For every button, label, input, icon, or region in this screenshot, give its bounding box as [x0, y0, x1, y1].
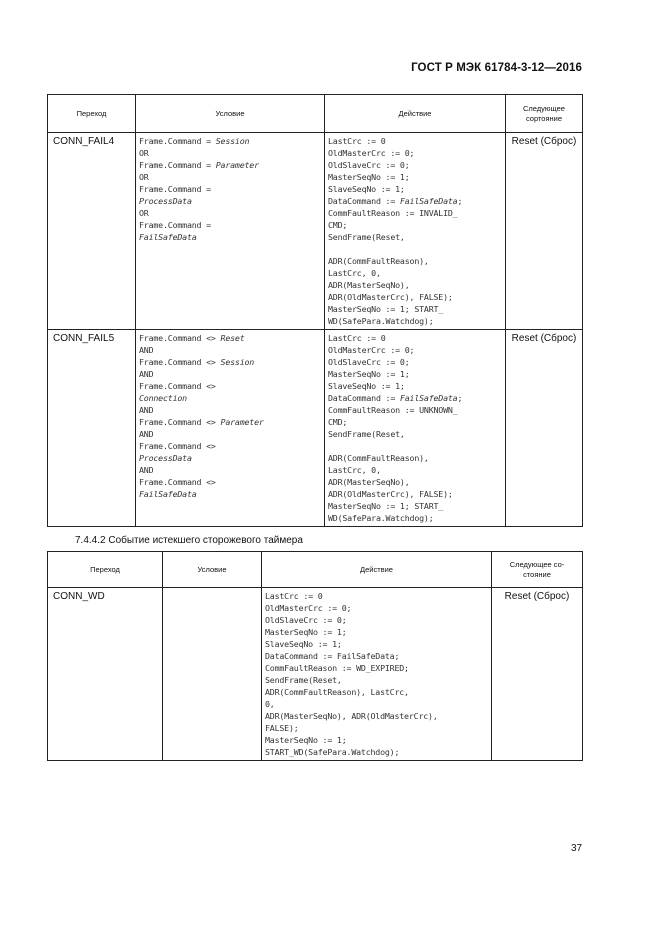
code-text: MasterSeqNo := 1;	[328, 172, 410, 182]
code-line	[139, 147, 321, 159]
code-text: ADR(OldMasterCrc), FALSE);	[328, 292, 453, 302]
code-text: ProcessData	[139, 453, 192, 463]
code-text: OldSlaveCrc := 0;	[265, 615, 347, 625]
code-text: LastCrc := 0	[328, 136, 386, 146]
column-header: Переход	[48, 552, 163, 588]
code-line	[328, 135, 502, 147]
code-line	[328, 428, 502, 440]
code-text: Connection	[139, 393, 187, 403]
code-text: AND	[139, 405, 154, 415]
code-text: Parameter	[220, 417, 264, 427]
column-header: Следующее сортояние	[506, 95, 583, 133]
code-text: FailSafeData	[399, 196, 458, 206]
code-text: AND	[139, 345, 154, 355]
code-line	[265, 626, 488, 638]
code-text: Frame.Command =	[139, 220, 211, 230]
code-text: MasterSeqNo := 1; START_	[328, 501, 444, 511]
code-line	[265, 614, 488, 626]
code-text: Reset	[220, 333, 245, 343]
transition-name: CONN_FAIL5	[48, 330, 136, 527]
code-text: START_WD(SafePara.Watchdog);	[265, 747, 400, 757]
code-line	[139, 404, 321, 416]
code-line	[139, 332, 321, 344]
code-line	[139, 476, 321, 488]
code-line	[328, 183, 502, 195]
code-line	[139, 452, 321, 464]
code-text: AND	[139, 465, 154, 475]
code-text: FailSafeData	[139, 489, 197, 499]
code-line	[139, 171, 321, 183]
code-text: Frame.Command <>	[139, 381, 216, 391]
code-text: Frame.Command <>	[139, 441, 216, 451]
code-line	[328, 500, 502, 512]
code-line	[328, 488, 502, 500]
code-text: Frame.Command =	[139, 136, 216, 146]
code-line	[328, 332, 502, 344]
code-text: ADR(OldMasterCrc), FALSE);	[328, 489, 453, 499]
code-text: FailSafeData	[399, 393, 458, 403]
code-text: CommFaultReason := INVALID_	[328, 208, 458, 218]
action-cell	[262, 588, 492, 761]
code-line	[328, 380, 502, 392]
next-state: Reset (Сброс)	[506, 133, 583, 330]
code-line	[328, 171, 502, 183]
code-line	[139, 231, 321, 243]
code-text: OldMasterCrc := 0;	[328, 345, 415, 355]
code-text: ADR(CommFaultReason),	[328, 453, 429, 463]
code-line	[139, 183, 321, 195]
code-line	[328, 147, 502, 159]
column-header: Условие	[136, 95, 325, 133]
code-line	[265, 698, 488, 710]
action-cell	[325, 330, 506, 527]
code-text: OR	[139, 208, 149, 218]
next-state: Reset (Сброс)	[492, 588, 583, 761]
next-state: Reset (Сброс)	[506, 330, 583, 527]
code-text: WD(SafePara.Watchdog);	[328, 316, 434, 326]
code-line	[328, 452, 502, 464]
code-line	[139, 488, 321, 500]
code-text: SendFrame(Reset,	[328, 429, 405, 439]
code-line	[265, 710, 488, 722]
transition-table-2	[47, 551, 583, 761]
transition-name: CONN_WD	[48, 588, 163, 761]
code-line	[265, 590, 488, 602]
code-text: LastCrc, 0,	[328, 268, 381, 278]
code-line	[328, 255, 502, 267]
code-text: SendFrame(Reset,	[265, 675, 342, 685]
code-line	[139, 207, 321, 219]
code-line	[328, 291, 502, 303]
code-text: CMD;	[328, 417, 348, 427]
code-text: ;	[457, 196, 463, 206]
code-text: CMD;	[328, 220, 348, 230]
code-text: MasterSeqNo := 1;	[328, 369, 410, 379]
code-text: Frame.Command <>	[139, 417, 221, 427]
code-text: 0,	[265, 699, 275, 709]
code-line	[265, 686, 488, 698]
code-text: ADR(MasterSeqNo),	[328, 477, 410, 487]
code-line	[328, 392, 502, 404]
code-text: DataCommand :=	[328, 393, 400, 403]
code-text: MasterSeqNo := 1;	[265, 627, 347, 637]
table-row	[48, 588, 583, 761]
code-line	[328, 231, 502, 243]
column-header: Действие	[325, 95, 506, 133]
code-line	[328, 368, 502, 380]
code-line	[265, 734, 488, 746]
code-text: OR	[139, 172, 149, 182]
code-text: Session	[215, 136, 250, 146]
code-line	[139, 416, 321, 428]
code-line	[265, 650, 488, 662]
code-line	[265, 674, 488, 686]
code-text: OR	[139, 148, 149, 158]
column-header: Условие	[163, 552, 262, 588]
code-line	[328, 159, 502, 171]
code-line	[328, 267, 502, 279]
code-line	[265, 602, 488, 614]
column-header: Следующее со-стояние	[492, 552, 583, 588]
code-line	[139, 368, 321, 380]
code-text: OldSlaveCrc := 0;	[328, 357, 410, 367]
code-line	[139, 380, 321, 392]
code-line	[139, 195, 321, 207]
code-text: ProcessData	[139, 196, 192, 206]
code-text: Session	[220, 357, 255, 367]
code-text: Frame.Command <>	[139, 333, 221, 343]
code-text: FailSafeData	[139, 232, 197, 242]
code-text: ADR(MasterSeqNo), ADR(OldMasterCrc),	[265, 711, 438, 721]
code-line	[328, 344, 502, 356]
code-text: OldMasterCrc := 0;	[265, 603, 352, 613]
code-text: SlaveSeqNo := 1;	[328, 381, 405, 391]
code-line	[328, 416, 502, 428]
page-number: 37	[571, 843, 583, 854]
code-line	[139, 440, 321, 452]
code-text: ADR(MasterSeqNo),	[328, 280, 410, 290]
action-cell	[325, 133, 506, 330]
code-text: ;	[457, 393, 463, 403]
code-line	[328, 476, 502, 488]
code-line	[328, 440, 502, 452]
code-text: MasterSeqNo := 1; START_	[328, 304, 444, 314]
column-header: Действие	[262, 552, 492, 588]
code-line	[328, 464, 502, 476]
transition-table-1	[47, 94, 583, 527]
code-text: ADR(CommFaultReason),	[328, 256, 429, 266]
code-line	[139, 159, 321, 171]
code-line	[139, 219, 321, 231]
code-line	[139, 428, 321, 440]
code-line	[139, 392, 321, 404]
code-text: Frame.Command <>	[139, 357, 221, 367]
code-text: AND	[139, 369, 154, 379]
code-text: CommFaultReason := UNKNOWN_	[328, 405, 458, 415]
code-line	[328, 315, 502, 327]
code-line	[139, 135, 321, 147]
code-text: LastCrc := 0	[328, 333, 386, 343]
code-text: OldSlaveCrc := 0;	[328, 160, 410, 170]
table-row	[48, 330, 583, 527]
section-title: 7.4.4.2 Событие истекшего сторожевого таймера	[75, 535, 303, 546]
column-header: Переход	[48, 95, 136, 133]
code-line	[265, 662, 488, 674]
code-text: WD(SafePara.Watchdog);	[328, 513, 434, 523]
code-text: DataCommand :=	[328, 196, 400, 206]
code-text: Frame.Command <>	[139, 477, 216, 487]
table-row	[48, 133, 583, 330]
code-line	[328, 219, 502, 231]
code-text: MasterSeqNo := 1;	[265, 735, 347, 745]
code-text: Parameter	[215, 160, 259, 170]
table-header-row	[48, 95, 583, 133]
code-line	[328, 243, 502, 255]
code-text: Frame.Command =	[139, 160, 216, 170]
code-line	[328, 207, 502, 219]
code-text: SlaveSeqNo := 1;	[328, 184, 405, 194]
code-text: AND	[139, 429, 154, 439]
code-text: CommFaultReason := WD_EXPIRED;	[265, 663, 409, 673]
code-line	[265, 722, 488, 734]
code-line	[139, 356, 321, 368]
code-text: DataCommand := FailSafeData;	[265, 651, 400, 661]
code-line	[265, 746, 488, 758]
code-line	[328, 303, 502, 315]
code-text: LastCrc, 0,	[328, 465, 381, 475]
code-line	[328, 404, 502, 416]
condition-cell	[163, 588, 262, 761]
code-line	[265, 638, 488, 650]
code-text: SlaveSeqNo := 1;	[265, 639, 342, 649]
code-text: LastCrc := 0	[265, 591, 323, 601]
code-text: Frame.Command =	[139, 184, 211, 194]
code-line	[139, 464, 321, 476]
table-header-row	[48, 552, 583, 588]
code-line	[328, 279, 502, 291]
condition-cell	[136, 133, 325, 330]
code-line	[328, 512, 502, 524]
code-line	[139, 344, 321, 356]
document-header: ГОСТ Р МЭК 61784-3-12—2016	[411, 62, 582, 74]
code-text: ADR(CommFaultReason), LastCrc,	[265, 687, 409, 697]
code-line	[328, 356, 502, 368]
code-line	[328, 195, 502, 207]
transition-name: CONN_FAIL4	[48, 133, 136, 330]
code-text: FALSE);	[265, 723, 299, 733]
condition-cell	[136, 330, 325, 527]
code-text: OldMasterCrc := 0;	[328, 148, 415, 158]
code-text: SendFrame(Reset,	[328, 232, 405, 242]
